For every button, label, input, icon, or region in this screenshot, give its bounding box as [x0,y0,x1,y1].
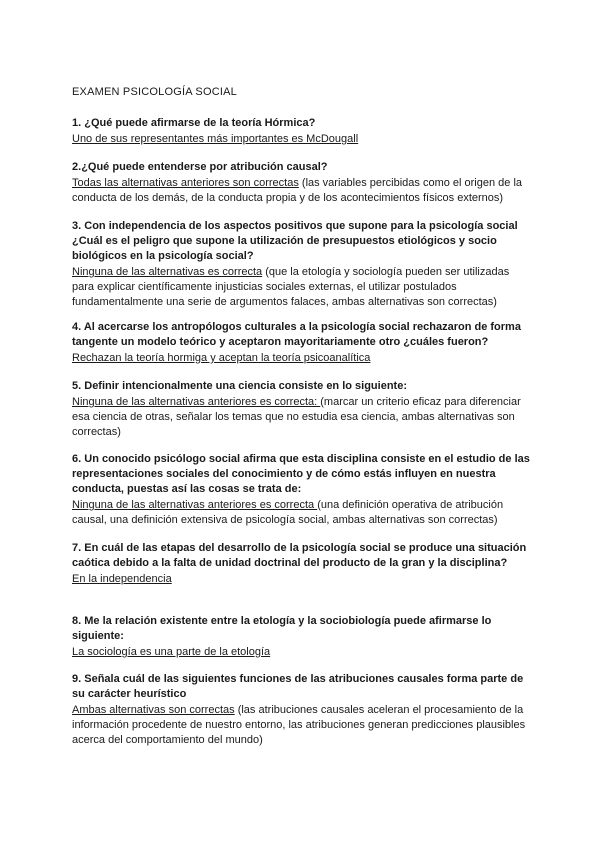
answer-text: Rechazan la teoría hormiga y aceptan la teoría psicoanalítica [72,352,371,364]
answer-text: La sociología es una parte de la etología [72,646,271,658]
question-heading [72,541,532,571]
question-text: Al acercarse los antropólogos culturales a la psicología social rechazaron de forma tangente un modelo teórico y aceptaron mayoritariamente otro ¿cuáles fueron? [72,321,521,348]
question-heading [72,672,532,702]
answer-block [72,351,532,366]
question-heading [72,320,532,350]
answer-explanation: (una definición operativa de atribución causal, una definición extensiva de psicología social, ambas alternativas son correctas) [72,499,504,526]
question-number: 8. [72,615,82,627]
question-text: Me la relación existente entre la etología y la sociobiología puede afirmarse lo siguiente: [72,615,492,642]
answer-explanation: (las variables percibidas como el origen de la conducta de los demás, de la conducta propia y de los acontecimientos físicos externos) [72,177,523,204]
question-text: Definir intencionalmente una ciencia consiste en lo siguiente: [84,380,407,392]
question-heading [72,379,532,394]
answer-explanation: (marcar un criterio eficaz para diferenciar esa ciencia de otras, señalar los temas que no estudia esa ciencia, ambas alternativas son correctas) [72,396,521,438]
question-3 [72,219,532,310]
answer-block [72,132,532,147]
answer-block [72,498,532,528]
question-number: 4. [72,321,82,333]
question-heading [72,160,532,175]
question-heading [72,614,532,644]
answer-text: Ninguna de las alternativas es correcta [72,266,263,278]
answer-explanation: (que la etología y sociología pueden ser utilizadas para explicar científicamente injusticias sociales externas, el utilizar postulados fundamentalmente una serie de argumentos falaces, ambas alternativas son correctas) [72,266,510,308]
question-9 [72,672,532,748]
question-heading [72,116,532,131]
answer-text: Ambas alternativas son correctas [72,704,235,716]
document-title: EXAMEN PSICOLOGÍA SOCIAL [72,86,237,98]
question-4 [72,320,532,366]
answer-block [72,703,532,748]
question-6 [72,452,532,528]
question-number: 1. [72,117,82,129]
answer-text: Uno de sus representantes más importantes es McDougall [72,133,359,145]
answer-text: Ninguna de las alternativas anteriores es correcta [72,499,318,511]
question-heading [72,452,532,497]
question-number: 9. [72,673,82,685]
answer-block [72,395,532,440]
answer-block [72,572,532,587]
question-number: 6. [72,453,82,465]
question-number: 7. [72,542,82,554]
answer-text: En la independencia [72,573,172,585]
question-text: En cuál de las etapas del desarrollo de la psicología social se produce una situación caótica debido a la falta de unidad doctrinal del producto de la gran y la disciplina? [72,542,527,569]
answer-block [72,265,532,310]
question-8 [72,614,532,660]
answer-block [72,176,532,206]
question-number: 3. [72,220,82,232]
question-text: Señala cuál de las siguientes funciones de las atribuciones causales forma parte de su carácter heurístico [72,673,524,700]
question-number: 2. [72,161,82,173]
answer-block [72,645,532,660]
question-text: ¿Qué puede afirmarse de la teoría Hórmica? [84,117,316,129]
question-number: 5. [72,380,82,392]
question-text: Un conocido psicólogo social afirma que esta disciplina consiste en el estudio de las representaciones sociales del conocimiento y de cómo estás influyen en nuestra conducta, puestas así las cosas se trata de: [72,453,530,495]
question-text: ¿Qué puede entenderse por atribución causal? [81,161,328,173]
question-1 [72,116,532,147]
answer-text: Ninguna de las alternativas anteriores es correcta: [72,396,321,408]
question-7 [72,541,532,587]
question-2 [72,160,532,206]
question-heading [72,219,532,264]
answer-text: Todas las alternativas anteriores son correctas [72,177,299,189]
question-5 [72,379,532,440]
answer-explanation: (las atribuciones causales aceleran el procesamiento de la información procedente de nuestro entorno, las atribuciones generan predicciones plausibles acerca del comportamiento del mundo) [72,704,526,746]
question-text: Con independencia de los aspectos positivos que supone para la psicología social ¿Cuál es el peligro que supone la utilización de presupuestos etiológicos y socio biológicos en la psicología social? [72,220,518,262]
